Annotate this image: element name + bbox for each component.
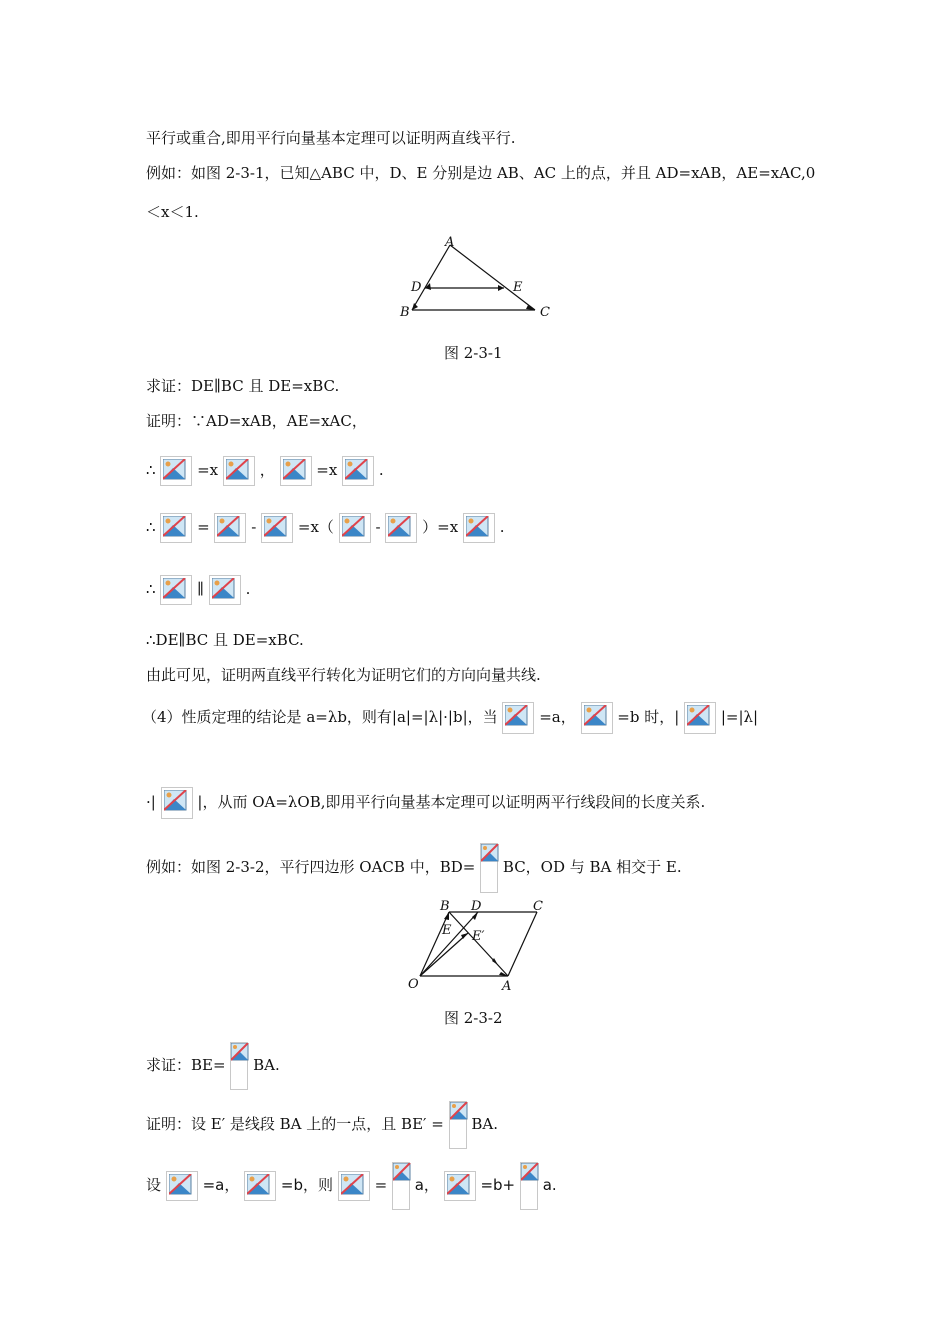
figure-2-caption: 图 2-3-2 xyxy=(444,1009,503,1027)
figure-parallelogram-oacb xyxy=(400,898,560,994)
period: . xyxy=(378,461,384,479)
label-a: A xyxy=(502,979,512,994)
text-line-5: 证明：∵AD=xAB，AE=xAC， xyxy=(146,412,367,430)
figure-triangle-abc xyxy=(395,232,555,324)
vector-image-8 xyxy=(339,513,371,543)
fraction-image-2 xyxy=(230,1042,248,1090)
figure-1-caption: 图 2-3-1 xyxy=(444,344,503,362)
vector-image-13 xyxy=(502,702,534,734)
therefore-symbol: ∴ xyxy=(146,580,156,598)
vector-image-9 xyxy=(385,513,417,543)
equation-text: =x（ xyxy=(297,518,334,536)
label-d: D xyxy=(411,280,422,295)
equation-text: = xyxy=(197,518,210,536)
segment-ac xyxy=(450,245,535,310)
text-line-3: ＜x＜1. xyxy=(146,203,199,221)
vector-image-16 xyxy=(161,787,193,819)
vector-image-14 xyxy=(581,702,613,734)
proof-text: =b+ xyxy=(480,1176,516,1194)
equation-text: - xyxy=(375,518,381,536)
vector-image-12 xyxy=(209,575,241,605)
proof-line-15 xyxy=(146,1099,498,1149)
label-b: B xyxy=(400,305,410,320)
equation-text: |=|λ| xyxy=(720,708,759,726)
label-e: E xyxy=(513,280,523,295)
property-text: （4）性质定理的结论是 a=λb，则有|a|=|λ|·|b|，当 xyxy=(142,708,498,726)
equation-text: =x xyxy=(197,461,219,479)
label-b: B xyxy=(440,899,450,914)
fraction-image-1 xyxy=(480,843,498,893)
text-line-1: 平行或重合,即用平行向量基本定理可以证明两直线平行. xyxy=(146,129,516,147)
segment-od xyxy=(420,912,478,976)
vector-image-18 xyxy=(244,1171,276,1201)
label-c: C xyxy=(533,899,543,914)
vector-image-20 xyxy=(444,1171,476,1201)
vector-image-10 xyxy=(463,513,495,543)
therefore-symbol: ∴ xyxy=(146,518,156,536)
example-text: BC，OD 与 BA 相交于 E. xyxy=(502,858,682,876)
label-e-prime: E′ xyxy=(472,929,485,944)
proof-text: 设 xyxy=(146,1176,162,1194)
label-e: E xyxy=(442,923,452,938)
proof-text: a， xyxy=(414,1176,439,1194)
vector-image-3 xyxy=(280,456,312,486)
label-o: O xyxy=(408,977,419,992)
vector-image-7 xyxy=(261,513,293,543)
equation-text: =b 时，| xyxy=(617,708,680,726)
proof-text: a. xyxy=(542,1176,557,1194)
equation-text: - xyxy=(251,518,257,536)
text-line-2: 例如：如图 2-3-1，已知△ABC 中，D、E 分别是边 AB、AC 上的点，并且 AD=xAB，AE=xAC,0 xyxy=(146,164,816,182)
vector-image-17 xyxy=(166,1171,198,1201)
claim-line-14 xyxy=(146,1040,280,1090)
segment-oe xyxy=(420,933,468,976)
equation-line-6 xyxy=(146,455,384,486)
text-line-10: 由此可见，证明两直线平行转化为证明它们的方向向量共线. xyxy=(146,666,541,684)
vector-image-2 xyxy=(223,456,255,486)
claim-text: 求证：BE= xyxy=(146,1056,226,1074)
equation-line-8 xyxy=(146,574,250,605)
proof-text: BA. xyxy=(471,1115,498,1133)
comma: ， xyxy=(259,461,275,479)
property-line-11 xyxy=(142,702,758,734)
arrow-b xyxy=(412,303,418,310)
vector-image-1 xyxy=(160,456,192,486)
fraction-image-3 xyxy=(449,1101,467,1149)
vector-image-6 xyxy=(214,513,246,543)
segment-ba xyxy=(449,912,508,976)
arrow-c xyxy=(526,305,535,310)
equation-line-7 xyxy=(146,512,505,543)
segment-ab xyxy=(412,245,450,310)
period: . xyxy=(245,580,251,598)
equation-text: =x xyxy=(316,461,338,479)
equation-text: =a， xyxy=(539,708,576,726)
vector-image-15 xyxy=(684,702,716,734)
segment-ob xyxy=(420,912,449,976)
period: . xyxy=(499,518,505,536)
parallel-symbol: ∥ xyxy=(197,580,205,598)
segment-ac xyxy=(508,912,537,976)
property-line-12 xyxy=(146,787,705,819)
vector-image-11 xyxy=(160,575,192,605)
label-a: A xyxy=(445,235,455,250)
label-d: D xyxy=(471,899,482,914)
text-line-4: 求证：DE∥BC 且 DE=xBC. xyxy=(146,377,340,395)
vector-image-5 xyxy=(160,513,192,543)
equation-text: ）=x xyxy=(422,518,459,536)
therefore-symbol: ∴ xyxy=(146,461,156,479)
text-line-9: ∴DE∥BC 且 DE=xBC. xyxy=(146,631,304,649)
proof-text: = xyxy=(374,1176,388,1194)
vector-image-19 xyxy=(338,1171,370,1201)
example-text: 例如：如图 2-3-2，平行四边形 OACB 中，BD= xyxy=(146,858,476,876)
fraction-image-4 xyxy=(392,1162,410,1210)
claim-text: BA. xyxy=(253,1056,280,1074)
label-c: C xyxy=(540,305,550,320)
property-text: |，从而 OA=λOB,即用平行向量基本定理可以证明两平行线段间的长度关系. xyxy=(197,793,706,811)
fraction-image-5 xyxy=(520,1162,538,1210)
example-line-13 xyxy=(146,842,682,893)
proof-text: =a， xyxy=(202,1176,240,1194)
proof-text: =b，则 xyxy=(280,1176,333,1194)
equation-text: ·| xyxy=(146,793,156,811)
proof-line-16 xyxy=(146,1160,557,1210)
proof-text: 证明：设 E′ 是线段 BA 上的一点，且 BE′ = xyxy=(146,1115,444,1133)
vector-image-4 xyxy=(342,456,374,486)
